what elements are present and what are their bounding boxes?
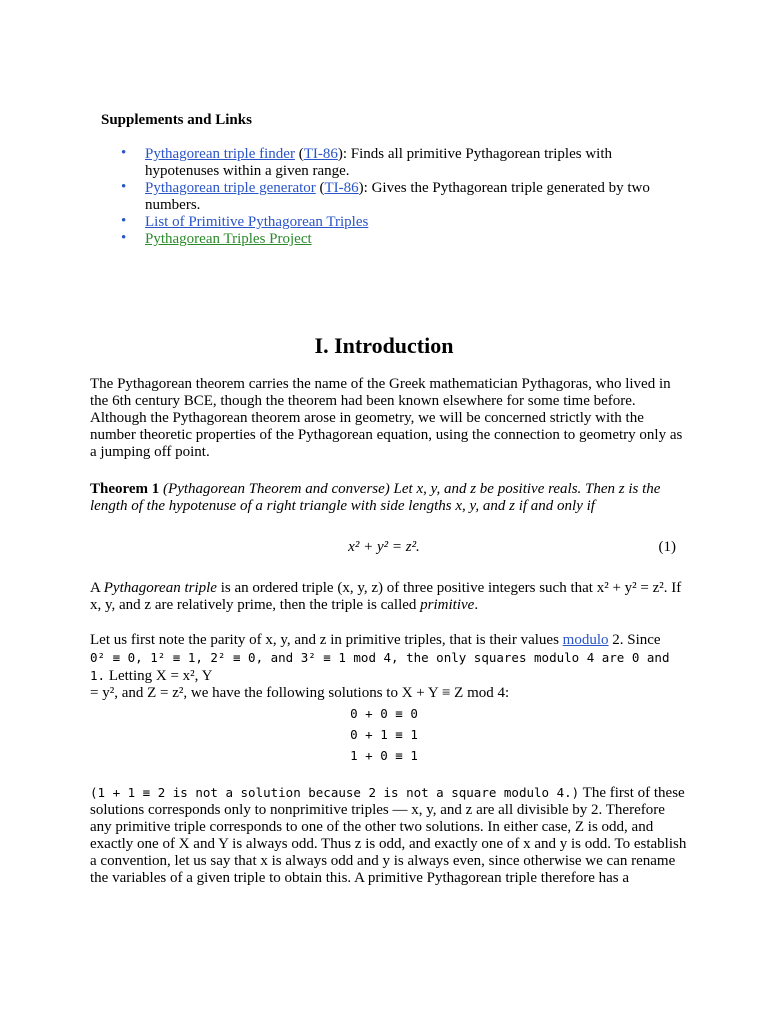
congruence-row: 1 + 0 ≡ 1 <box>350 748 418 763</box>
triple-definition <box>90 580 690 614</box>
triple-generator-desc: : Gives the Pythagorean triple generated by two numbers. <box>145 180 650 213</box>
list-item: • Pythagorean triple finder (TI-86): Finds all primitive Pythagorean triples with hypotenuses within a given range. <box>121 145 612 179</box>
bullet-icon: • <box>121 213 127 229</box>
closing-text: corresponds only to nonprimitive triples — x, y, and z are all divisible by 2. Therefore any primitive triple corresponds to one of the other two solutions. In either case, Z is odd, and exactly one of X and Y is always odd. Thus z is odd, and exactly one of x and y is odd. To establish a convention, let us say that x is always odd and y is always even, since otherwise we can rename the variables of a given triple to obtain this. A primitive Pythagorean triple therefore has a <box>90 802 687 886</box>
congruence-row: 0 + 0 ≡ 0 <box>350 706 418 721</box>
congruence-row: 0 + 1 ≡ 1 <box>350 727 418 742</box>
theorem-1 <box>90 481 690 515</box>
bullet-icon: • <box>121 179 127 195</box>
triple-def-text: . <box>474 597 479 613</box>
section-heading: I. Introduction <box>314 333 454 358</box>
closing-mono: (1 + 1 ≡ 2 is not a solution because 2 is not a square modulo 4.) <box>90 785 580 800</box>
triple-finder-ti86-link[interactable]: TI-86 <box>303 146 338 162</box>
triple-finder-link[interactable]: Pythagorean triple finder <box>145 146 295 162</box>
equation-1: x² + y² = z². <box>348 539 420 555</box>
bullet-icon: • <box>121 145 127 161</box>
list-item: • Pythagorean triple generator (TI-86): Gives the Pythagorean triple generated by two numbers. <box>121 179 650 213</box>
closing-paragraph <box>90 784 690 887</box>
triple-finder-desc: : Finds all primitive Pythagorean triples with hypotenuses within a given range. <box>145 146 612 179</box>
supplements-list <box>105 146 665 248</box>
parity-text: Letting X = x², Y <box>105 668 213 684</box>
triple-def-term: Pythagorean triple <box>103 580 217 596</box>
triple-def-text: is an ordered triple (x, y, z) of three positive integers such that x² + y² = z². If x, y, and z are relatively prime, then the triple is called <box>90 580 682 613</box>
equation-number: (1) <box>658 539 676 555</box>
bullet-icon: • <box>121 230 127 246</box>
triple-generator-ti86-link[interactable]: TI-86 <box>324 180 359 196</box>
supplements-title: Supplements and Links <box>101 112 252 128</box>
primitive-term: primitive <box>420 597 475 613</box>
modulo-link[interactable]: modulo <box>562 632 609 648</box>
triples-project-link[interactable]: Pythagorean Triples Project <box>145 231 312 247</box>
parity-text: 2. Since <box>608 632 661 648</box>
list-item <box>105 231 665 248</box>
parity-text: = y², and Z = z², we have the following solutions to X + Y ≡ Z mod 4: <box>90 685 510 701</box>
theorem-body: (Pythagorean Theorem and converse) Let x, y, and z be positive reals. Then z is the length of the hypotenuse of a right triangle with side lengths x, y, and z if and only if <box>90 481 661 514</box>
triple-def-text: A <box>90 580 104 596</box>
parity-text: Let us first note the parity of x, y, and z in primitive triples, that is their values <box>90 632 563 648</box>
closing-text: The first of these solutions <box>90 785 685 818</box>
primitive-list-link[interactable]: List of Primitive Pythagorean Triples <box>145 214 369 230</box>
triple-generator-link[interactable]: Pythagorean triple generator <box>145 180 316 196</box>
theorem-label: Theorem 1 <box>90 481 160 497</box>
parity-squares: 0² ≡ 0, 1² ≡ 1, 2² ≡ 0, and 3² ≡ 1 mod 4, the only squares modulo 4 are 0 and 1. <box>90 650 670 683</box>
intro-paragraph: The Pythagorean theorem carries the name of the Greek mathematician Pythagoras, who lived in the 6th century BCE, though the theorem had been known elsewhere for some time before. Although the Pythagorean theorem arose in geometry, we will be concerned strictly with the number theoretic properties of the Pythagorean equation, using the connection to geometry only as a jumping off point. <box>90 376 683 460</box>
parity-paragraph <box>90 632 690 702</box>
list-item <box>105 214 665 231</box>
